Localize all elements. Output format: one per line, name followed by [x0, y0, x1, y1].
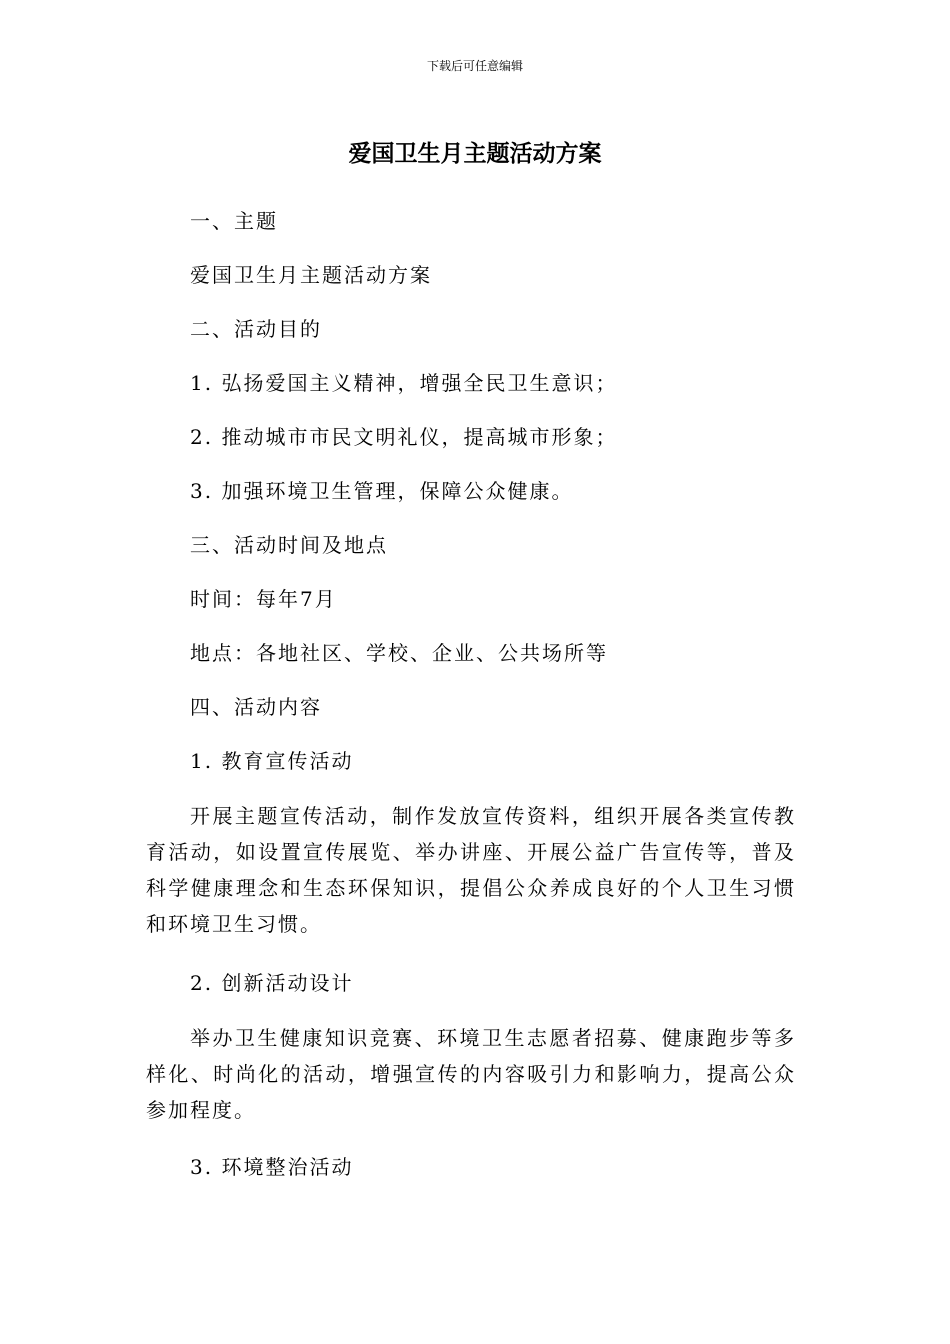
- place-line: 地点：各地社区、学校、企业、公共场所等: [190, 641, 608, 665]
- purpose-item-3: 3. 加强环境卫生管理，保障公众健康。: [190, 479, 574, 503]
- page-header-note: 下载后可任意编辑: [426, 59, 523, 73]
- content-subheading-1: 1. 教育宣传活动: [190, 749, 354, 773]
- content-paragraph-2: 举办卫生健康知识竞赛、环境卫生志愿者招募、健康跑步等多样化、时尚化的活动，增强宣传的内容吸引力和影响力，提高公众参加程度。: [146, 1026, 796, 1122]
- content-subheading-2: 2. 创新活动设计: [190, 971, 354, 995]
- section-body-theme: 爱国卫生月主题活动方案: [190, 263, 432, 287]
- content-subheading-3: 3. 环境整治活动: [190, 1155, 354, 1179]
- purpose-item-2: 2. 推动城市市民文明礼仪，提高城市形象；: [190, 425, 618, 449]
- section-heading-time-place: 三、活动时间及地点: [190, 533, 388, 557]
- document-title: 爱国卫生月主题活动方案: [348, 141, 602, 167]
- time-line: 时间：每年7月: [190, 587, 337, 611]
- content-paragraph-1: 开展主题宣传活动，制作发放宣传资料，组织开展各类宣传教育活动，如设置宣传展览、举办讲座、开展公益广告宣传等，普及科学健康理念和生态环保知识，提倡公众养成良好的个人卫生习惯和环境卫生习惯。: [146, 804, 796, 936]
- section-heading-theme: 一、主题: [190, 209, 278, 233]
- purpose-item-1: 1. 弘扬爱国主义精神，增强全民卫生意识；: [190, 371, 618, 395]
- section-heading-purpose: 二、活动目的: [190, 317, 322, 341]
- section-heading-content: 四、活动内容: [190, 695, 322, 719]
